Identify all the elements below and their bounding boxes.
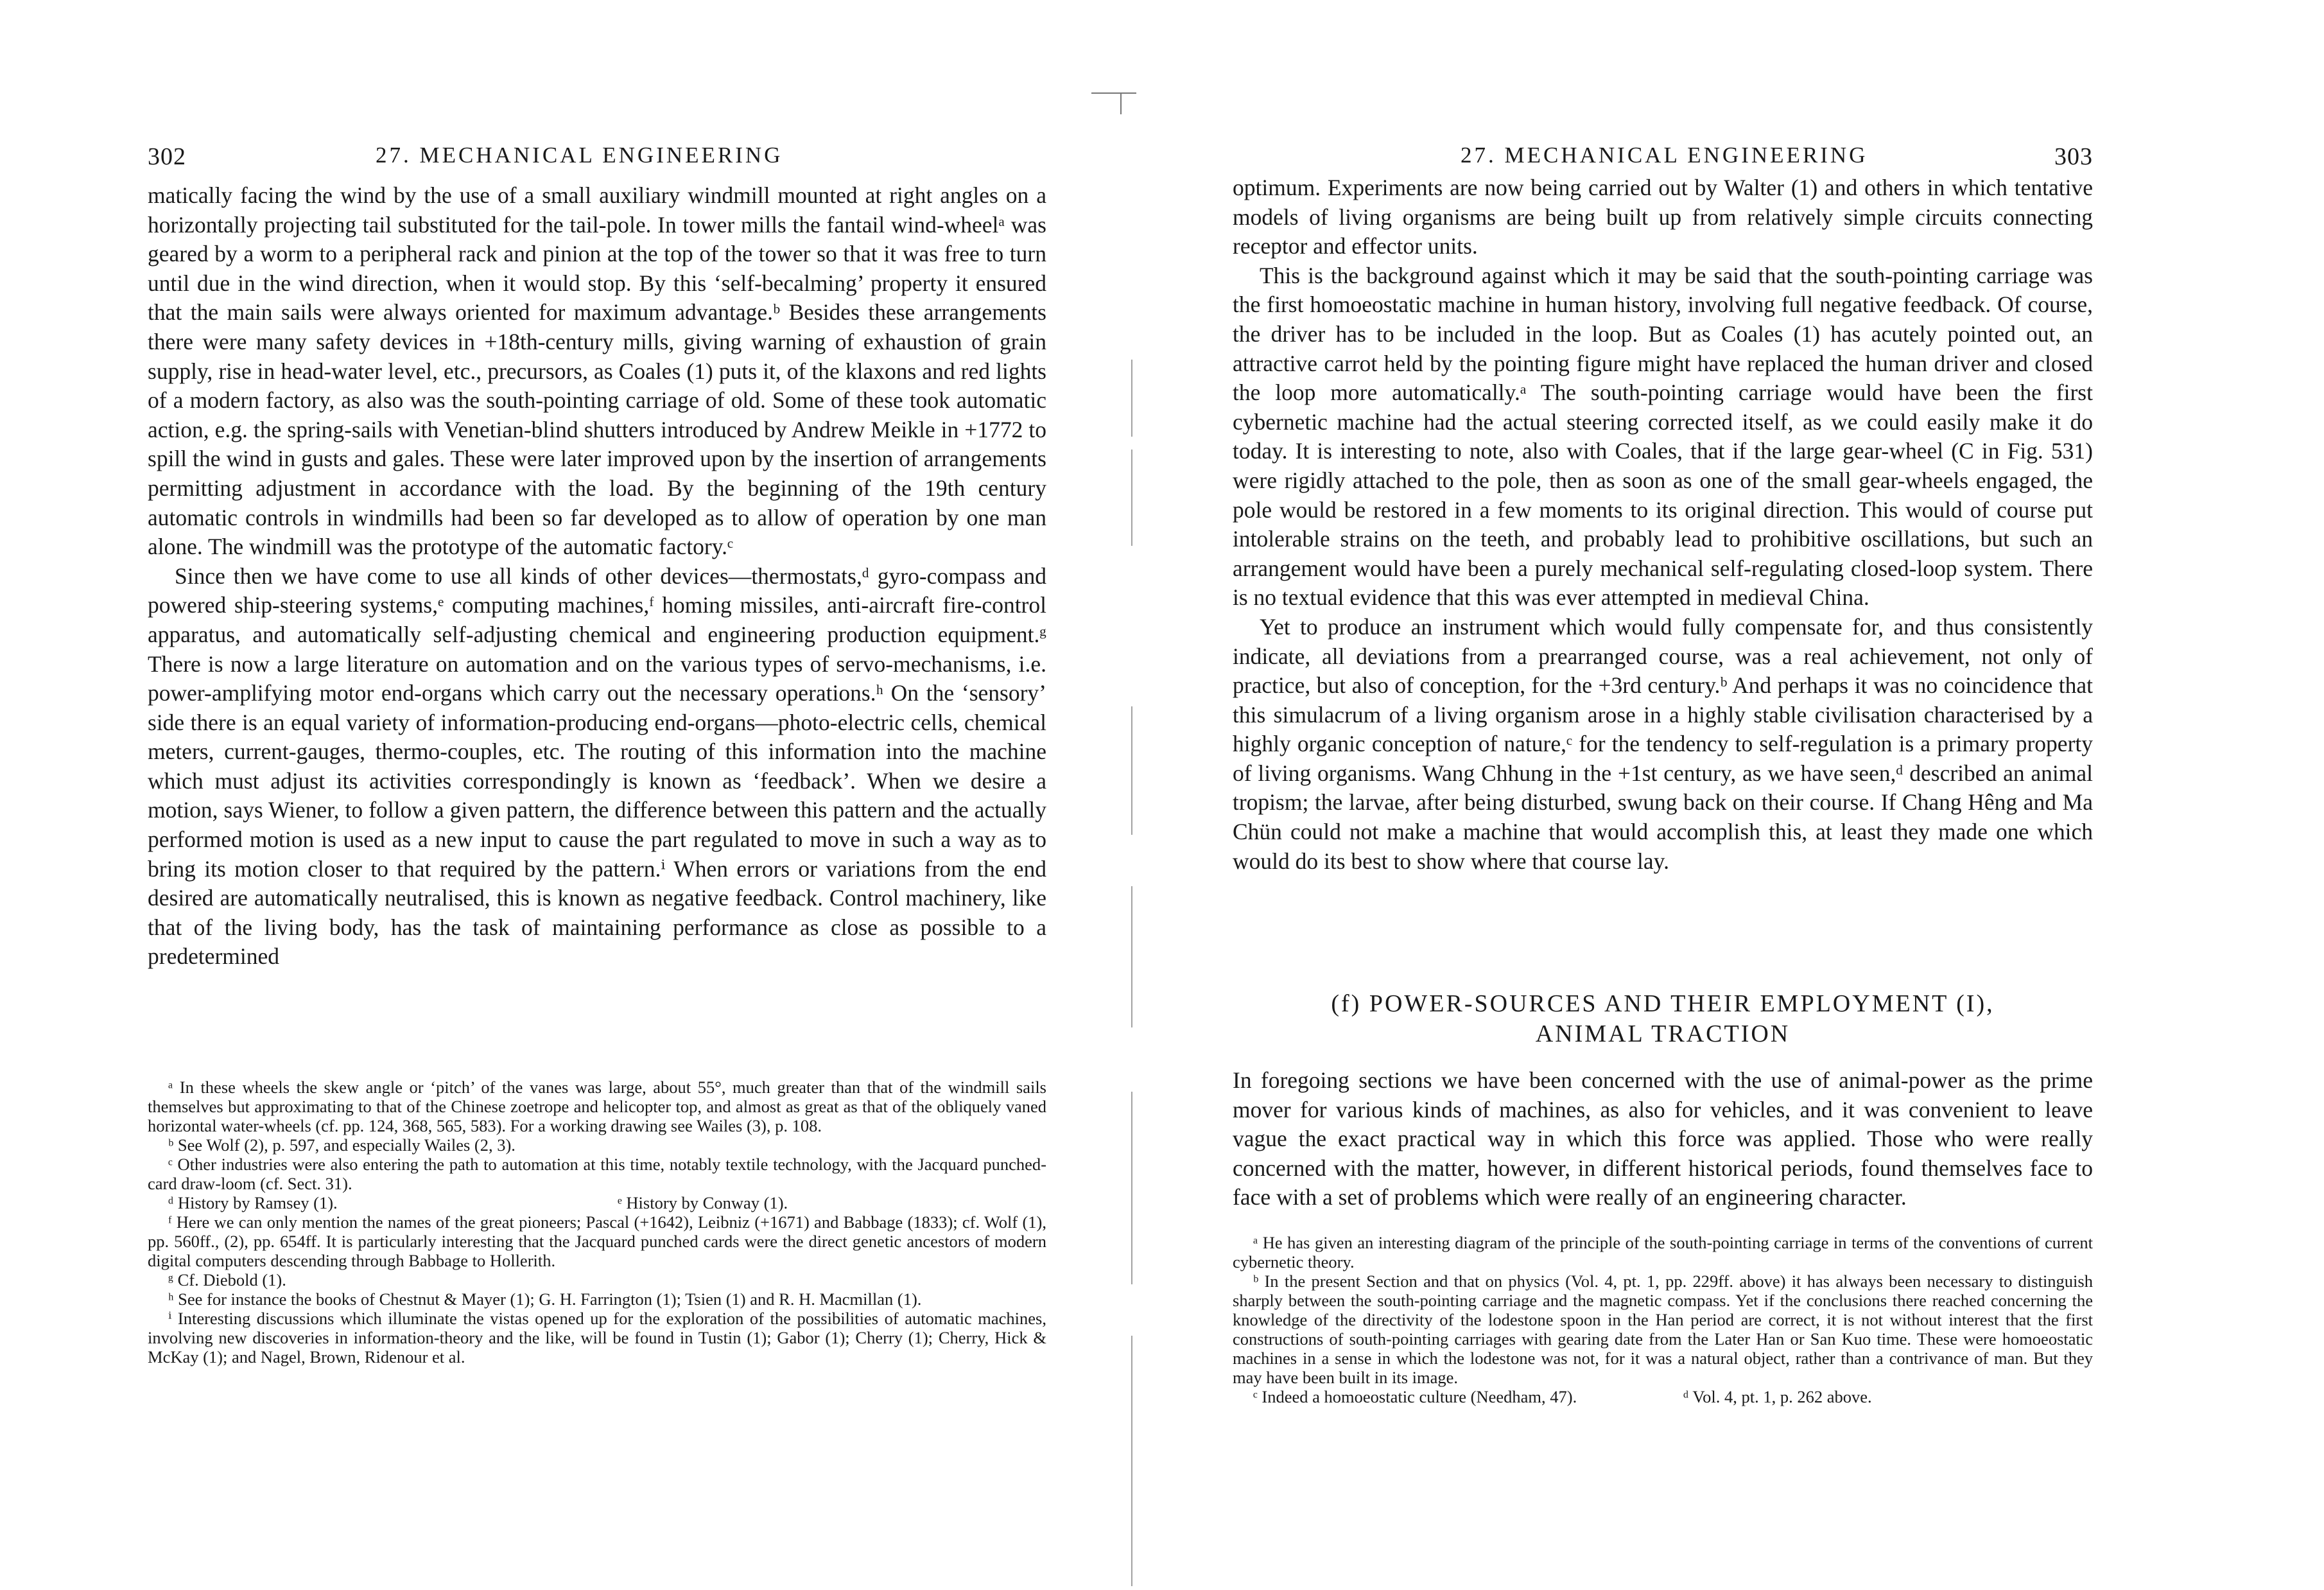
footnote-b: ᵇ In the present Section and that on physics (Vol. 4, pt. 1, pp. 229ff. above) it has always been necessary to distinguish sharply between the south-pointing carriage and the magnetic compass. Yet if the conclusions there reached concerning the knowledge of the directivity of the lodestone spoon in the Han period are correct, it is not without interest that the first constructions of south-pointing carriages with gearing date from the Later Han or San Kuo time. These were homoeostatic machines in a sense in which the lodestone was not, for it was a natural object, rather than a contrivance of man. But they may have been built in its image. (1233, 1271, 2093, 1387)
running-head-title: 27. MECHANICAL ENGINEERING (1461, 143, 1868, 168)
footnote-i: ⁱ Interesting discussions which illuminate the vistas opened up for the exploration of the possibilities of automatic machines, involving new discoveries in information-theory and the like, will be found in Tustin (1); Gabor (1); Cherry (1); Cherry, Hick & McKay (1); and Nagel, Brown, Ridenour et al. (148, 1309, 1046, 1367)
paragraph: optimum. Experiments are now being carried out by Walter (1) and others in which tentative models of living organisms are being built up from relatively simple circuits connecting receptor and effector units. (1233, 175, 2093, 259)
footnote-a: ᵃ In these wheels the skew angle or ‘pitch’ of the vanes was large, about 55°, much greater than that of the windmill sails themselves but approximating to that of the Chinese zoetrope and helicopter top, and almost as great as that of the obliquely vaned horizontal water-wheels (cf. pp. 124, 368, 565, 583). For a working drawing see Wailes (3), p. 108. (148, 1078, 1046, 1135)
page-number: 302 (148, 143, 186, 170)
gutter-line (1131, 706, 1132, 835)
running-head-left (148, 143, 1046, 175)
right-page (1233, 0, 2093, 1590)
section-heading-line1: (f) POWER-SOURCES AND THEIR EMPLOYMENT (I), (1331, 990, 1995, 1017)
body-text (148, 181, 1046, 972)
footnote-e: ᵉ History by Conway (1). (618, 1193, 788, 1212)
footnote-c: ᶜ Indeed a homoeostatic culture (Needham, 47). (1253, 1387, 1577, 1406)
paragraph: In foregoing sections we have been concerned with the use of animal-power as the prime mover for various kinds of machines, as also for vehicles, and it was convenient to leave vague the exact practical way in which this force was applied. Those who were really concerned with the matter, however, in different historical periods, found themselves face to face with a set of problems which were really of an engineering character. (1233, 1067, 2093, 1210)
gutter-line (1131, 450, 1132, 546)
paragraph: Since then we have come to use all kinds of other devices—thermostats,ᵈ gyro-compass and powered ship-steering systems,ᵉ computing machines,ᶠ homing missiles, anti-aircraft fire-control apparatus, and automatically self-adjusting chemical and engineering production equipment.ᵍ There is now a large literature on automation and on the various types of servo-mechanisms, i.e. power-amplifying motor end-organs which carry out the necessary operations.ʰ On the ‘sensory’ side there is an equal variety of information-producing end-organs—photo-electric cells, chemical meters, current-gauges, thermo-couples, etc. The routing of this information into the machine which must adjust its activities correspondingly is known as ‘feedback’. When we desire a motion, says Wiener, to follow a given pattern, the difference between this pattern and the actually performed motion is used as a new input to cause the part regulated to move in such a way as to bring its motion closer to that required by the pattern.ⁱ When errors or variations from the end desired are automatically neutralised, this is known as negative feedback. Control machinery, like that of the living body, has the task of maintaining performance as close as possible to a predetermined (148, 563, 1046, 970)
footnote-d: ᵈ Vol. 4, pt. 1, p. 262 above. (1683, 1387, 1872, 1406)
page-number: 303 (2054, 143, 2093, 170)
footnote-a: ᵃ He has given an interesting diagram of the principle of the south-pointing carriage in terms of the conventions of current cybernetic theory. (1233, 1233, 2093, 1271)
section-heading (1233, 989, 2093, 1049)
paragraph: Yet to produce an instrument which would fully compensate for, and thus consistently indicate, all deviations from a prearranged course, was a real achievement, not only of practice, but also of conception, for the +3rd century.ᵇ And perhaps it was no coincidence that this simulacrum of a living organism arose in a highly stable civilisation characterised by a highly organic conception of nature,ᶜ for the tendency to self-regulation is a primary property of living organisms. Wang Chhung in the +1st century, as we have seen,ᵈ described an animal tropism; the larvae, after being disturbed, swung back on their course. If Chang Hêng and Ma Chün could not make a machine that would accomplish this, at least they made one which would do its best to show where that course lay. (1233, 613, 2093, 874)
footnotes (1233, 1233, 2093, 1406)
gutter-line (1131, 1092, 1132, 1284)
footnote-g: ᵍ Cf. Diebold (1). (168, 1270, 286, 1289)
running-head-title: 27. MECHANICAL ENGINEERING (376, 143, 783, 168)
footnote-c: ᶜ Other industries were also entering the path to automation at this time, notably textile technology, with the Jacquard punched-card draw-loom (cf. Sect. 31). (148, 1155, 1046, 1193)
left-page (148, 0, 1046, 1590)
gutter-line (1131, 360, 1132, 437)
footnote-d: ᵈ History by Ramsey (1). (168, 1193, 338, 1212)
footnote-h: ʰ See for instance the books of Chestnut & Mayer (1); G. H. Farrington (1); Tsien (1) and R. H. Macmillan (1). (168, 1289, 922, 1309)
section-body-text (1233, 1066, 2093, 1212)
footnote-pair (148, 1193, 1046, 1212)
fold-mark (1091, 90, 1136, 116)
gutter-line (1131, 886, 1132, 1027)
paragraph: This is the background against which it may be said that the south-pointing carriage was the first homoeostatic machine in human history, involving full negative feedback. Of course, the driver has to be included in the loop. But as Coales (1) has acutely pointed out, an attractive carrot held by the pointing figure might have replaced the human driver and closed the loop more automatically.ᵃ The south-pointing carriage would have been the first cybernetic machine had the actual steering corrected itself, as we could easily make it do today. It is interesting to note, also with Coales, that if the large gear-wheel (C in Fig. 531) were rigidly attached to the pole, then as soon as one of the small gear-wheels engaged, the pole would be restored in a few moments to its original direction. This would of course put intolerable strains on the teeth, and probably lead to prohibitive oscillations, but such an arrangement would have been a purely mechanical self-regulating closed-loop system. There is no textual evidence that this was ever attempted in medieval China. (1233, 262, 2093, 611)
running-head-right (1233, 143, 2093, 175)
paragraph: matically facing the wind by the use of a small auxiliary windmill mounted at right angles on a horizontally projecting tail substituted for the tail-pole. In tower mills the fantail wind-wheelᵃ was geared by a worm to a peripheral rack and pinion at the top of the tower so that it was free to turn until due in the wind direction, when it would stop. By this ‘self-becalming’ property it ensured that the main sails were always oriented for maximum advantage.ᵇ Besides these arrangements there were many safety devices in +18th-century mills, giving warning of exhaustion of grain supply, rise in head-water level, etc., precursors, as Coales (1) puts it, of the klaxons and red lights of a modern factory, as also was the south-pointing carriage of old. Some of these took automatic action, e.g. the spring-sails with Venetian-blind shutters introduced by Andrew Meikle in +1772 to spill the wind in gusts and gales. These were later improved upon by the insertion of arrangements permitting adjustment in accordance with the load. By the beginning of the 19th century automatic controls in windmills had been so far developed as to allow of operation by one man alone. The windmill was the prototype of the automatic factory.ᶜ (148, 182, 1046, 560)
body-text (1233, 173, 2093, 876)
section-heading-line2: ANIMAL TRACTION (1535, 1020, 1791, 1047)
gutter-line (1131, 1336, 1132, 1586)
footnote-f: ᶠ Here we can only mention the names of the great pioneers; Pascal (+1642), Leibniz (+1671) and Babbage (1833); cf. Wolf (1), pp. 560ff., (2), pp. 654ff. It is particularly interesting that the Jacquard punched cards were the direct genetic ancestors of modern digital computers descending through Babbage to Hollerith. (148, 1212, 1046, 1270)
footnotes (148, 1078, 1046, 1367)
footnote-b: ᵇ See Wolf (2), p. 597, and especially Wailes (2, 3). (168, 1135, 516, 1155)
footnote-pair (1233, 1387, 2093, 1406)
